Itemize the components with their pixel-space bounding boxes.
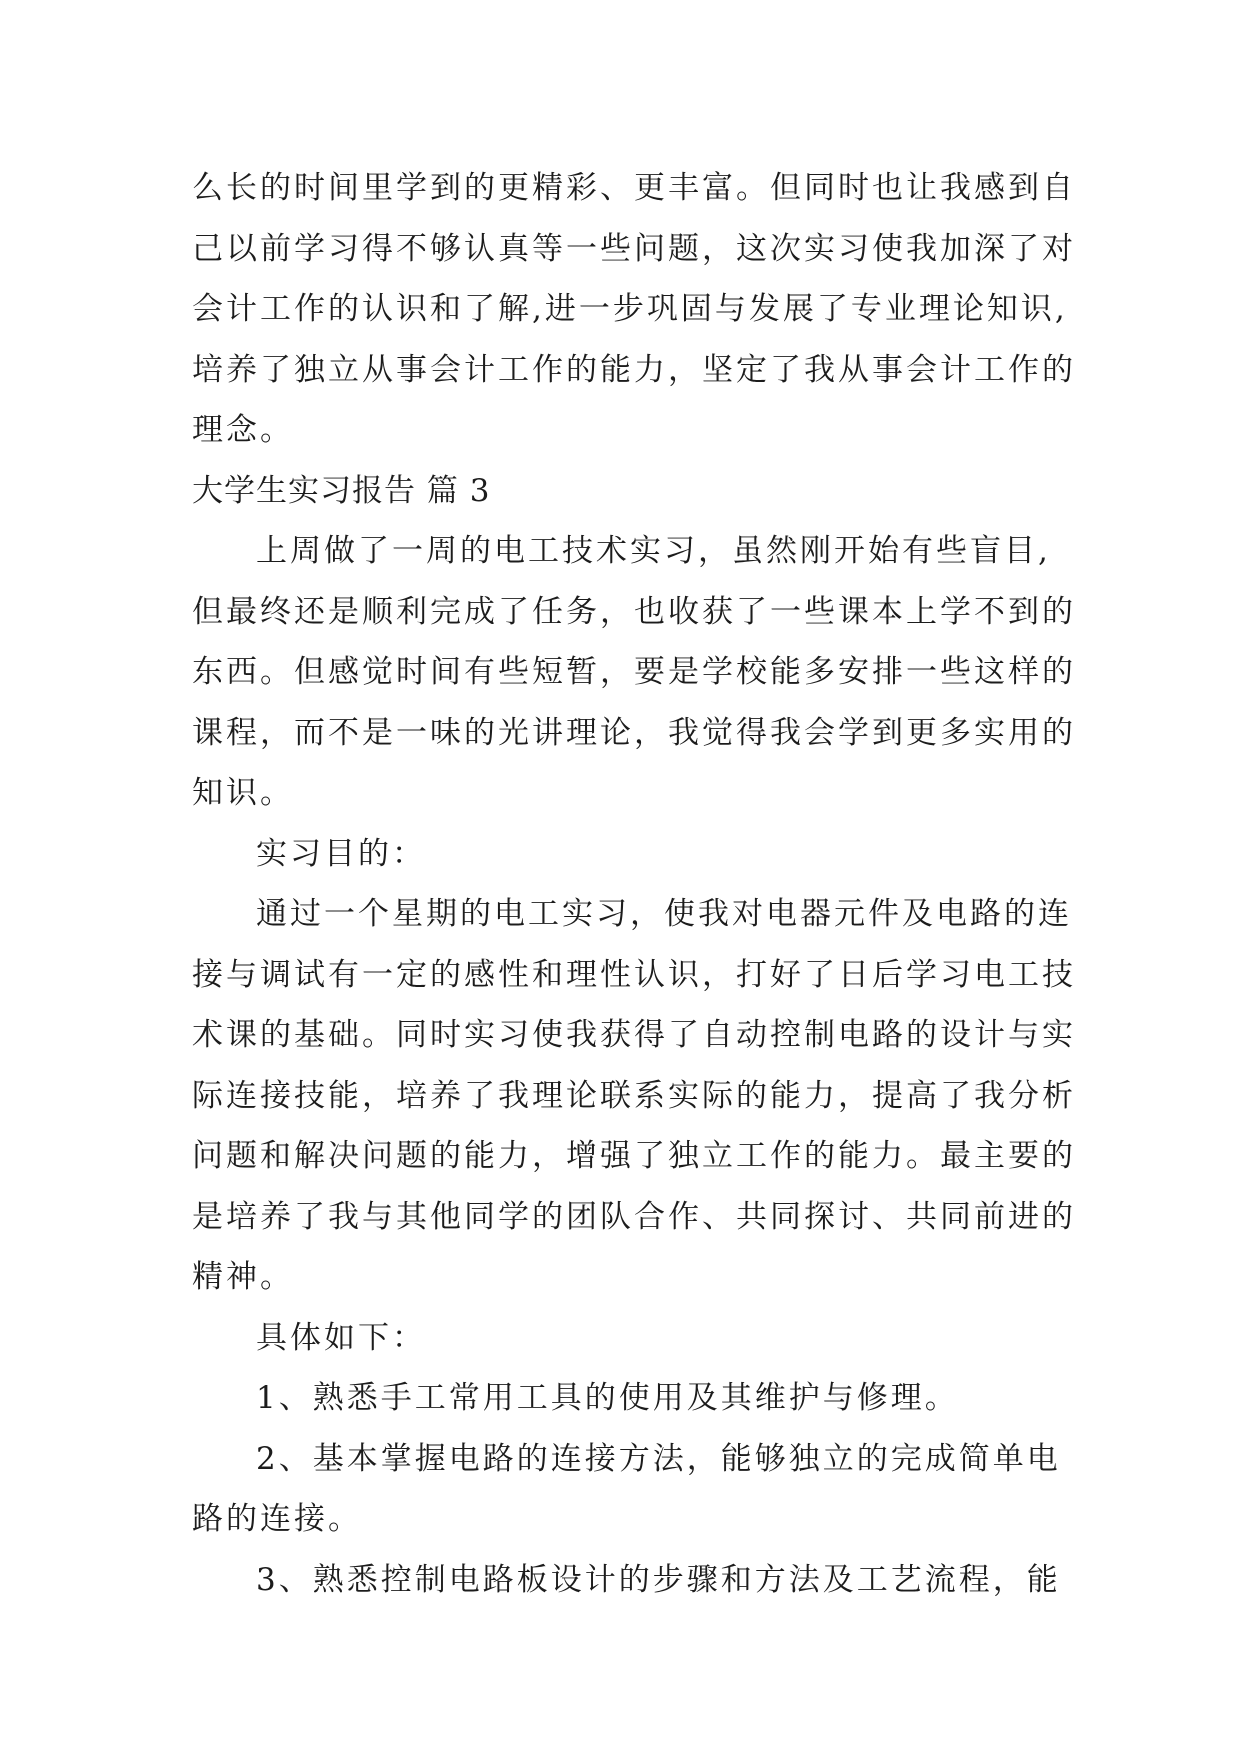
- details-title: [192, 1308, 1072, 1369]
- text-line: 问题和解决问题的能力，增强了独立工作的能力。最主要的: [192, 1138, 1076, 1174]
- text-line: 3、熟悉控制电路板设计的步骤和方法及工艺流程，能: [256, 1561, 1061, 1598]
- intro-paragraph: [192, 158, 1076, 461]
- list-item: [192, 1368, 1072, 1429]
- text-line: 但最终还是顺利完成了任务，也收获了一些课本上学不到的: [192, 593, 1076, 630]
- text-line: 术课的基础。同时实习使我获得了自动控制电路的设计与实: [192, 1017, 1076, 1053]
- text-line: 己以前学习得不够认真等一些问题，这次实习使我加深了对: [192, 230, 1076, 267]
- list-item: [192, 1429, 1072, 1550]
- list-item: [192, 1550, 1072, 1611]
- text-line: 接与调试有一定的感性和理性认识，打好了日后学习电工技: [192, 956, 1076, 993]
- text-line: 培养了独立从事会计工作的能力，坚定了我从事会计工作的: [192, 351, 1076, 388]
- text-line: 东西。但感觉时间有些短暂，要是学校能多安排一些这样的: [192, 654, 1076, 690]
- text-line: 路的连接。: [192, 1501, 362, 1537]
- text-line: 1、熟悉手工常用工具的使用及其维护与修理。: [256, 1380, 959, 1416]
- text-line: 么长的时间里学到的更精彩、更丰富。但同时也让我感到自: [192, 170, 1076, 206]
- section-heading: [192, 461, 1072, 522]
- text-line: 课程，而不是一味的光讲理论，我觉得我会学到更多实用的: [192, 714, 1076, 751]
- heading-text: 大学生实习报告 篇 3: [192, 472, 491, 509]
- text-line: 通过一个星期的电工实习，使我对电器元件及电路的连: [256, 896, 1072, 932]
- text-line: 上周做了一周的电工技术实习，虽然刚开始有些盲目,: [256, 533, 1051, 569]
- text-line: 是培养了我与其他同学的团队合作、共同探讨、共同前进的: [192, 1198, 1076, 1235]
- purpose-title: [192, 824, 1072, 885]
- text-line: 知识。: [192, 775, 294, 811]
- text-line: 理念。: [192, 412, 294, 448]
- text-line: 精神。: [192, 1259, 294, 1295]
- paragraph-1: [192, 521, 1076, 824]
- text-line: 际连接技能，培养了我理论联系实际的能力，提高了我分析: [192, 1077, 1076, 1114]
- purpose-paragraph: [192, 884, 1076, 1308]
- text-line: 2、基本掌握电路的连接方法，能够独立的完成简单电: [256, 1440, 1061, 1477]
- text-line: 实习目的：: [256, 835, 426, 872]
- text-line: 会计工作的认识和了解,进一步巩固与发展了专业理论知识,: [192, 291, 1068, 327]
- document-body: [192, 158, 1076, 1610]
- text-line: 具体如下：: [256, 1319, 426, 1356]
